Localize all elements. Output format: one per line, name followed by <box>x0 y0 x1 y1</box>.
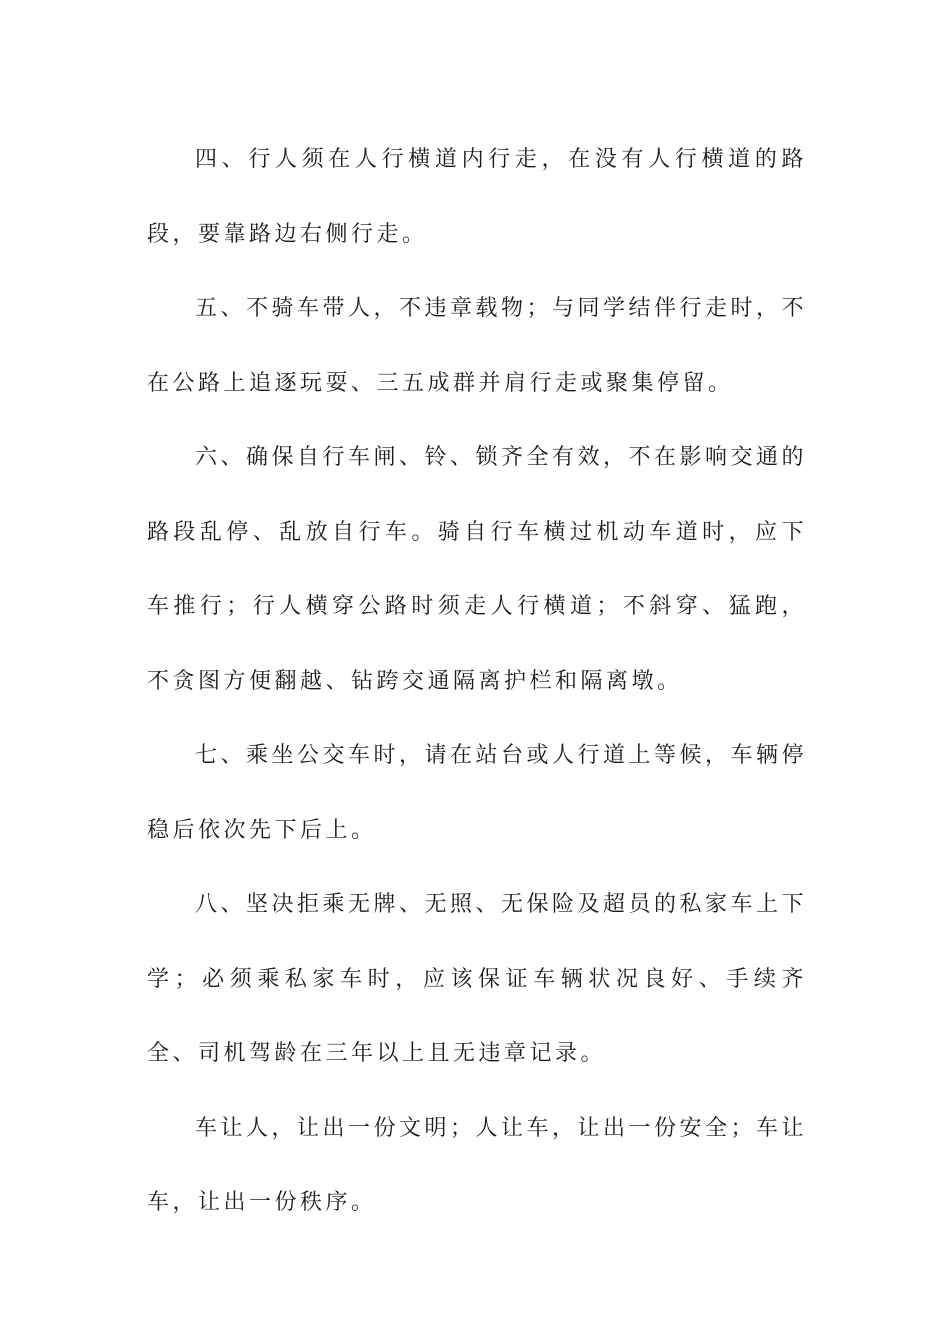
paragraph-rule-6: 六、确保自行车闸、铃、锁齐全有效，不在影响交通的路段乱停、乱放自行车。骑自行车横过机动车道时，应下车推行；行人横穿公路时须走人行横道；不斜穿、猛跑，不贪图方便翻越、钻跨交通隔离护栏和隔离墩。 <box>147 445 808 694</box>
paragraph-rule-5: 五、不骑车带人，不违章载物；与同学结伴行走时，不在公路上追逐玩耍、三五成群并肩行走或聚集停留。 <box>147 296 808 396</box>
paragraph-closing: 车让人，让出一份文明；人让车，让出一份安全；车让车，让出一份秩序。 <box>147 1115 808 1215</box>
paragraph-rule-4: 四、行人须在人行横道内行走，在没有人行横道的路段，要靠路边右侧行走。 <box>147 147 807 247</box>
paragraph-rule-7: 七、乘坐公交车时，请在站台或人行道上等候，车辆停稳后依次先下后上。 <box>147 743 808 843</box>
document-body <box>147 123 807 1241</box>
paragraph-rule-8: 八、坚决拒乘无牌、无照、无保险及超员的私家车上下学；必须乘私家车时，应该保证车辆状况良好、手续齐全、司机驾龄在三年以上且无违章记录。 <box>147 892 808 1066</box>
